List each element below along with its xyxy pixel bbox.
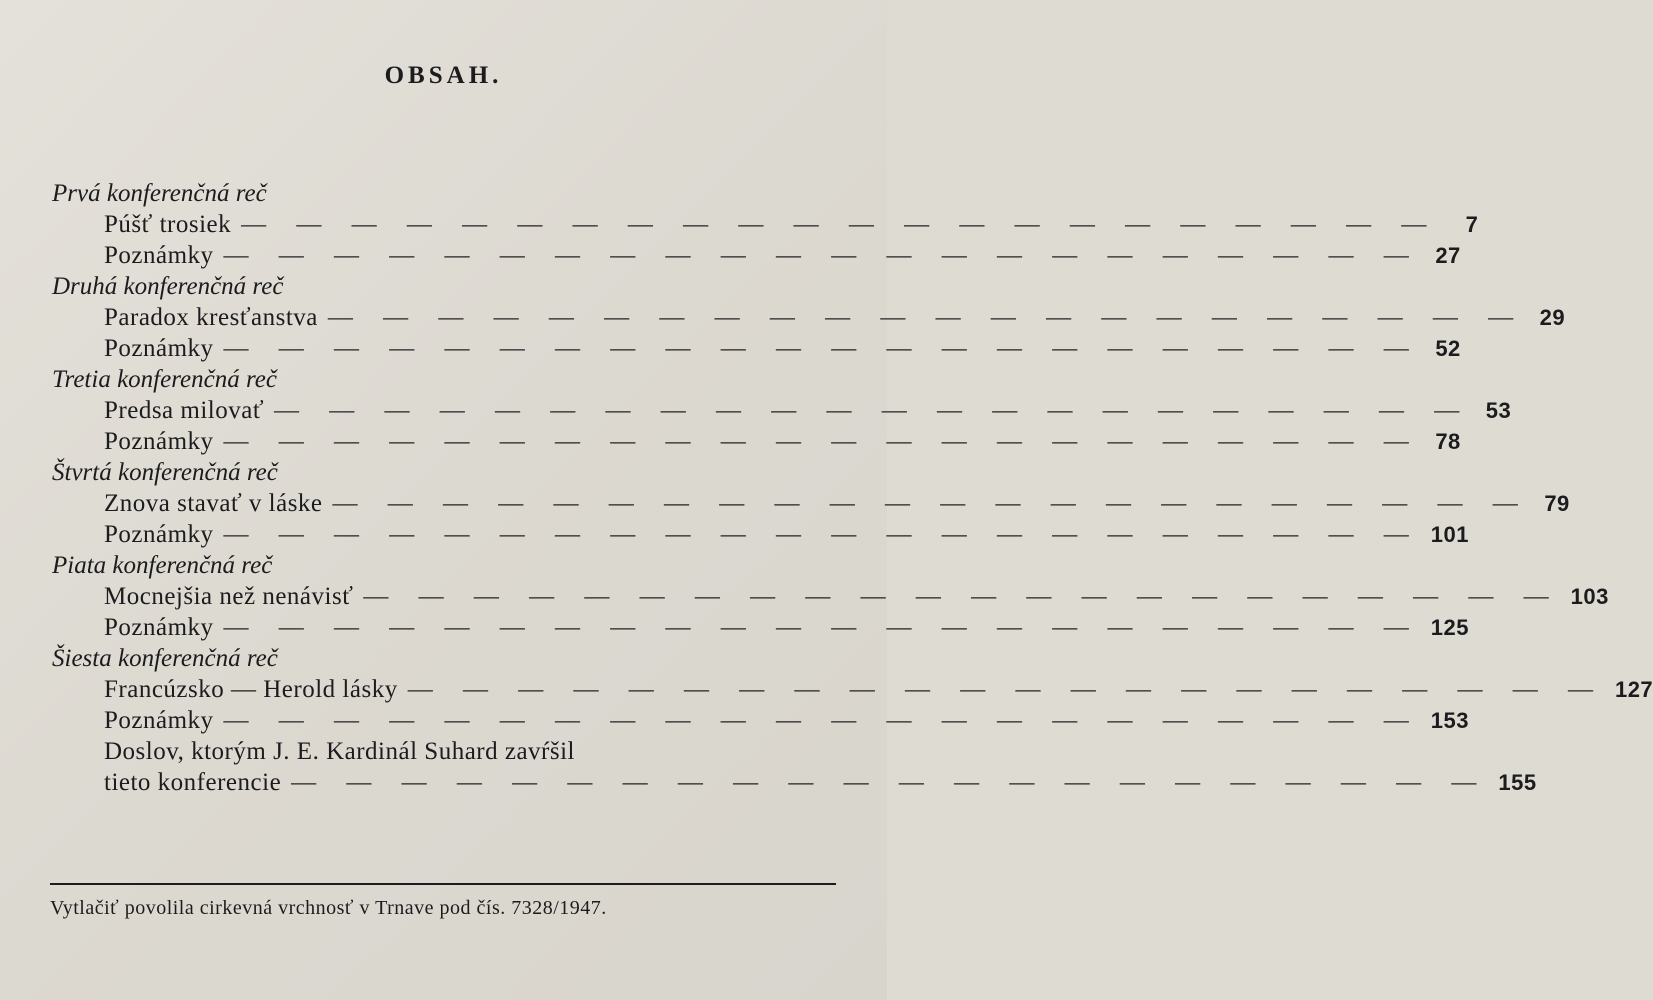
- toc-page-number: 29: [1539, 305, 1566, 330]
- toc-page-number: 125: [1430, 615, 1470, 640]
- toc-entry: [52, 705, 1470, 736]
- toc-entry-label: Predsa milovať: [104, 397, 265, 424]
- toc-page-number: 79: [1544, 491, 1570, 516]
- dash-leader: — — — — — — — — — — — — — — — — — — — — — —: [223, 707, 1421, 734]
- toc-entry: [52, 488, 1570, 519]
- chapter-heading-6: Šiesta konferenčná reč: [52, 645, 278, 672]
- toc-entry-label: Mocnejšia než nenávisť: [104, 583, 354, 610]
- toc-entry-label: Púšť trosiek: [104, 211, 232, 238]
- toc-entry: [52, 395, 1512, 426]
- dash-leader: — — — — — — — — — — — — — — — — — — — — — —: [274, 397, 1472, 424]
- dash-leader: — — — — — — — — — — — — — — — — — — — — — —: [332, 490, 1530, 517]
- toc-page-number: 101: [1430, 522, 1470, 547]
- toc-entry-label: tieto konferencie: [104, 769, 282, 796]
- footer-divider: [50, 883, 836, 885]
- chapter-heading-5: Piata konferenčná reč: [52, 552, 273, 579]
- toc-page-number: 103: [1570, 584, 1609, 609]
- toc-page-number: 53: [1485, 398, 1512, 423]
- dash-leader: — — — — — — — — — — — — — — — — — — — — — —: [223, 335, 1421, 362]
- toc-entry: [52, 240, 1461, 271]
- toc-entry-label: Poznámky: [104, 335, 214, 362]
- toc-entry: [52, 612, 1470, 643]
- toc-entry-label: Poznámky: [104, 242, 214, 269]
- toc-entry: [52, 581, 1609, 612]
- toc-entry-label: Poznámky: [104, 428, 214, 455]
- chapter-heading-3: Tretia konferenčná reč: [52, 366, 277, 393]
- toc-entry-label: Paradox kresťanstva: [104, 304, 318, 331]
- toc-entry: [52, 302, 1566, 333]
- dash-leader: — — — — — — — — — — — — — — — — — — — — — —: [223, 242, 1421, 269]
- table-of-contents: [52, 178, 1653, 798]
- toc-page-number: 155: [1498, 770, 1537, 795]
- imprimatur-note: Vytlačiť povolila cirkevná vrchnosť v Trnave pod čís. 7328/1947.: [50, 897, 607, 919]
- toc-entry-label: Francúzsko — Herold lásky: [104, 676, 398, 703]
- dash-leader: — — — — — — — — — — — — — — — — — — — — — —: [291, 769, 1489, 796]
- toc-entry: [52, 674, 1653, 705]
- dash-leader: — — — — — — — — — — — — — — — — — — — — — —: [241, 211, 1439, 238]
- toc-entry: [52, 426, 1461, 457]
- toc-page-number: 78: [1435, 429, 1461, 454]
- toc-entry-label: Znova stavať v láske: [104, 490, 323, 517]
- toc-page-number: 52: [1435, 336, 1461, 361]
- toc-page-number: 27: [1435, 243, 1461, 268]
- doslov-entry-line2: [52, 767, 1537, 798]
- toc-page-number: 153: [1430, 708, 1470, 733]
- dash-leader: — — — — — — — — — — — — — — — — — — — — — —: [223, 614, 1421, 641]
- page-title: OBSAH.: [384, 62, 503, 89]
- chapter-heading-2: Druhá konferenčná reč: [52, 273, 284, 300]
- toc-entry: [52, 209, 1479, 240]
- dash-leader: — — — — — — — — — — — — — — — — — — — — — —: [223, 521, 1421, 548]
- toc-page-number: 7: [1465, 212, 1479, 237]
- chapter-heading-1: Prvá konferenčná reč: [52, 180, 267, 207]
- dash-leader: — — — — — — — — — — — — — — — — — — — — — —: [327, 304, 1526, 331]
- toc-entry-label: Poznámky: [104, 614, 214, 641]
- toc-entry-label: Poznámky: [104, 707, 214, 734]
- toc-page-number: 127: [1614, 677, 1653, 702]
- doslov-entry-line1: [52, 736, 842, 767]
- dash-leader: — — — — — — — — — — — — — — — — — — — — — —: [363, 583, 1561, 610]
- chapter-heading-4: Štvrtá konferenčná reč: [52, 459, 278, 486]
- toc-entry-label: Poznámky: [104, 521, 214, 548]
- dash-leader: — — — — — — — — — — — — — — — — — — — — — —: [407, 676, 1605, 703]
- dash-leader: — — — — — — — — — — — — — — — — — — — — — —: [223, 428, 1421, 455]
- toc-entry: [52, 519, 1470, 550]
- toc-entry-label: Doslov, ktorým J. E. Kardinál Suhard zavŕšil: [104, 738, 575, 765]
- toc-entry: [52, 333, 1461, 364]
